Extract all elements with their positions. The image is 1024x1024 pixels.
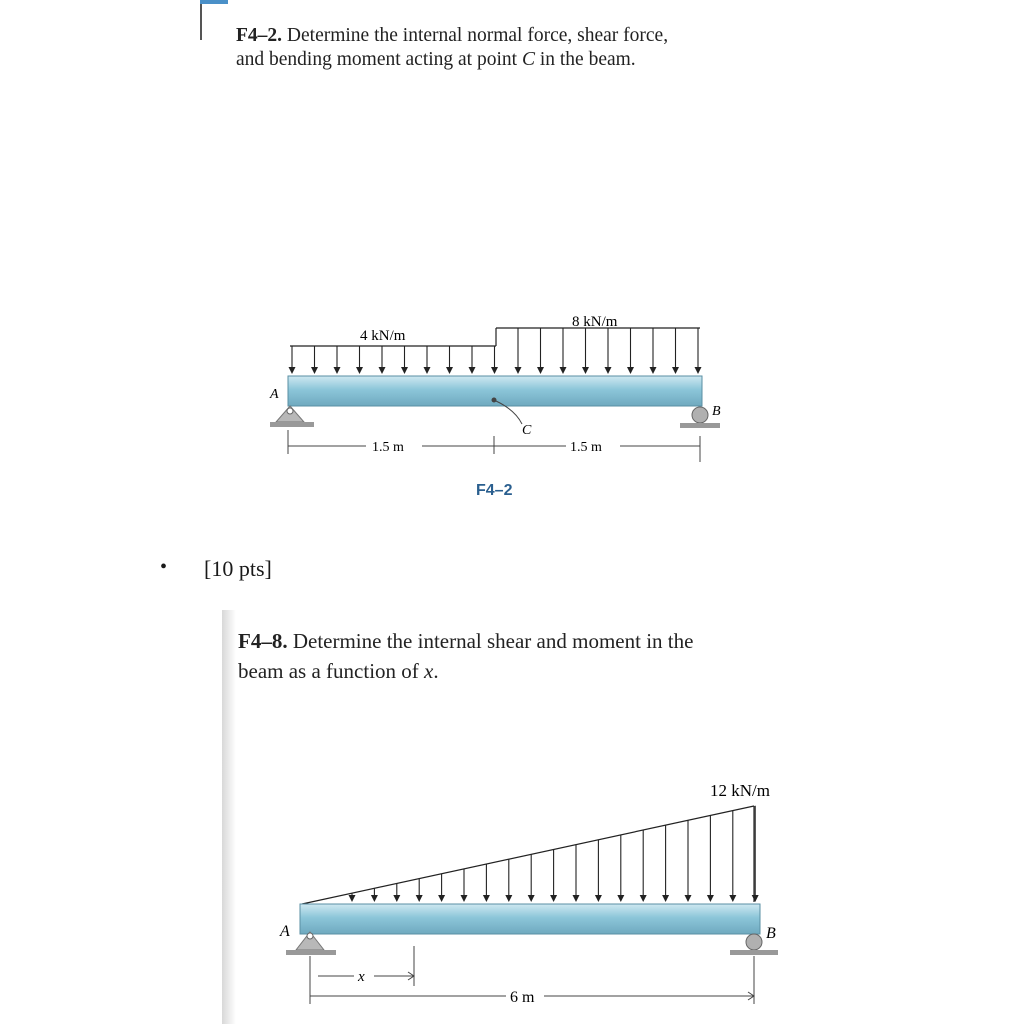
- bullet-dot: •: [160, 556, 168, 578]
- load-arrow-head: [515, 367, 522, 374]
- load-arrow-head: [640, 895, 647, 902]
- top-accent-bar: [200, 0, 228, 4]
- load-arrow-head: [349, 895, 356, 902]
- triangular-load: [302, 806, 759, 904]
- load-arrow-head: [627, 367, 634, 374]
- problem1-number: F4–2.: [236, 25, 283, 46]
- figure-f4-8: [222, 770, 842, 1024]
- dimension-line: [288, 430, 700, 462]
- load-left: [289, 346, 499, 374]
- load-arrow-head: [491, 367, 498, 374]
- load-right-label: 8 kN/m: [572, 314, 618, 330]
- load-arrow-head: [729, 895, 736, 902]
- problem2-line2: beam as a function of: [238, 659, 425, 683]
- problem2-line2-end: .: [433, 659, 439, 683]
- load-arrow-head: [311, 367, 318, 374]
- problem1-point: C: [521, 49, 535, 70]
- problem1-line1: Determine the internal normal force, shear force,: [286, 25, 669, 46]
- load-max-label: 12 kN/m: [710, 781, 770, 800]
- problem2-number: F4–8.: [238, 629, 288, 653]
- support-a-pin-2: [286, 932, 336, 955]
- load-arrow-head: [605, 367, 612, 374]
- figure-caption: F4–2: [476, 482, 513, 499]
- load-arrow-head: [461, 895, 468, 902]
- load-arrow-head: [393, 895, 400, 902]
- problem2-variable: x: [424, 659, 434, 683]
- load-arrow-head: [424, 367, 431, 374]
- load-arrow-head: [446, 367, 453, 374]
- load-arrow-head: [379, 367, 386, 374]
- load-arrow-head: [672, 367, 679, 374]
- crop-mark: [200, 4, 202, 40]
- problem2-line1: Determine the internal shear and moment in the: [292, 629, 694, 653]
- load-arrow-head: [752, 895, 759, 902]
- load-arrow-head: [469, 367, 476, 374]
- x-label: x: [358, 969, 365, 985]
- load-arrow-head: [695, 367, 702, 374]
- point-c-marker: [492, 398, 497, 403]
- support-a-pin: [270, 406, 314, 427]
- load-arrow-head: [662, 895, 669, 902]
- load-arrow-head: [289, 367, 296, 374]
- load-arrow-head: [707, 895, 714, 902]
- dim-left-label: 1.5 m: [372, 440, 404, 455]
- problem1-line2: and bending moment acting at point: [236, 49, 522, 70]
- load-arrow-head: [528, 895, 535, 902]
- problem1-statement: [236, 24, 816, 72]
- support-a-label: A: [270, 387, 279, 402]
- load-arrow-head: [550, 895, 557, 902]
- load-arrow-head: [582, 367, 589, 374]
- load-arrow-head: [685, 895, 692, 902]
- load-arrow-head: [573, 895, 580, 902]
- load-arrow-head: [617, 895, 624, 902]
- load-arrow-head: [537, 367, 544, 374]
- load-arrow-head: [438, 895, 445, 902]
- load-arrow-head: [416, 895, 423, 902]
- load-arrow-head: [483, 895, 490, 902]
- load-arrow-head: [595, 895, 602, 902]
- load-arrow-head: [560, 367, 567, 374]
- load-left-label: 4 kN/m: [360, 328, 406, 344]
- dim-right-label: 1.5 m: [570, 440, 602, 455]
- load-arrow-head: [334, 367, 341, 374]
- load-arrow-head: [650, 367, 657, 374]
- load-arrow-head: [371, 895, 378, 902]
- points-label: [10 pts]: [204, 556, 272, 581]
- load-arrow-head: [401, 367, 408, 374]
- beam-f4-8: [300, 904, 760, 934]
- support-a-label-2: A: [280, 923, 290, 940]
- problem2-statement: [238, 626, 858, 686]
- support-b-label: B: [712, 404, 721, 419]
- problem1-line2-end: in the beam.: [534, 49, 636, 70]
- dim-total-label: 6 m: [510, 989, 535, 1006]
- load-right: [496, 328, 702, 374]
- support-b-label-2: B: [766, 925, 776, 942]
- load-arrow-head: [505, 895, 512, 902]
- point-c-label: C: [522, 423, 532, 438]
- load-arrow-head: [356, 367, 363, 374]
